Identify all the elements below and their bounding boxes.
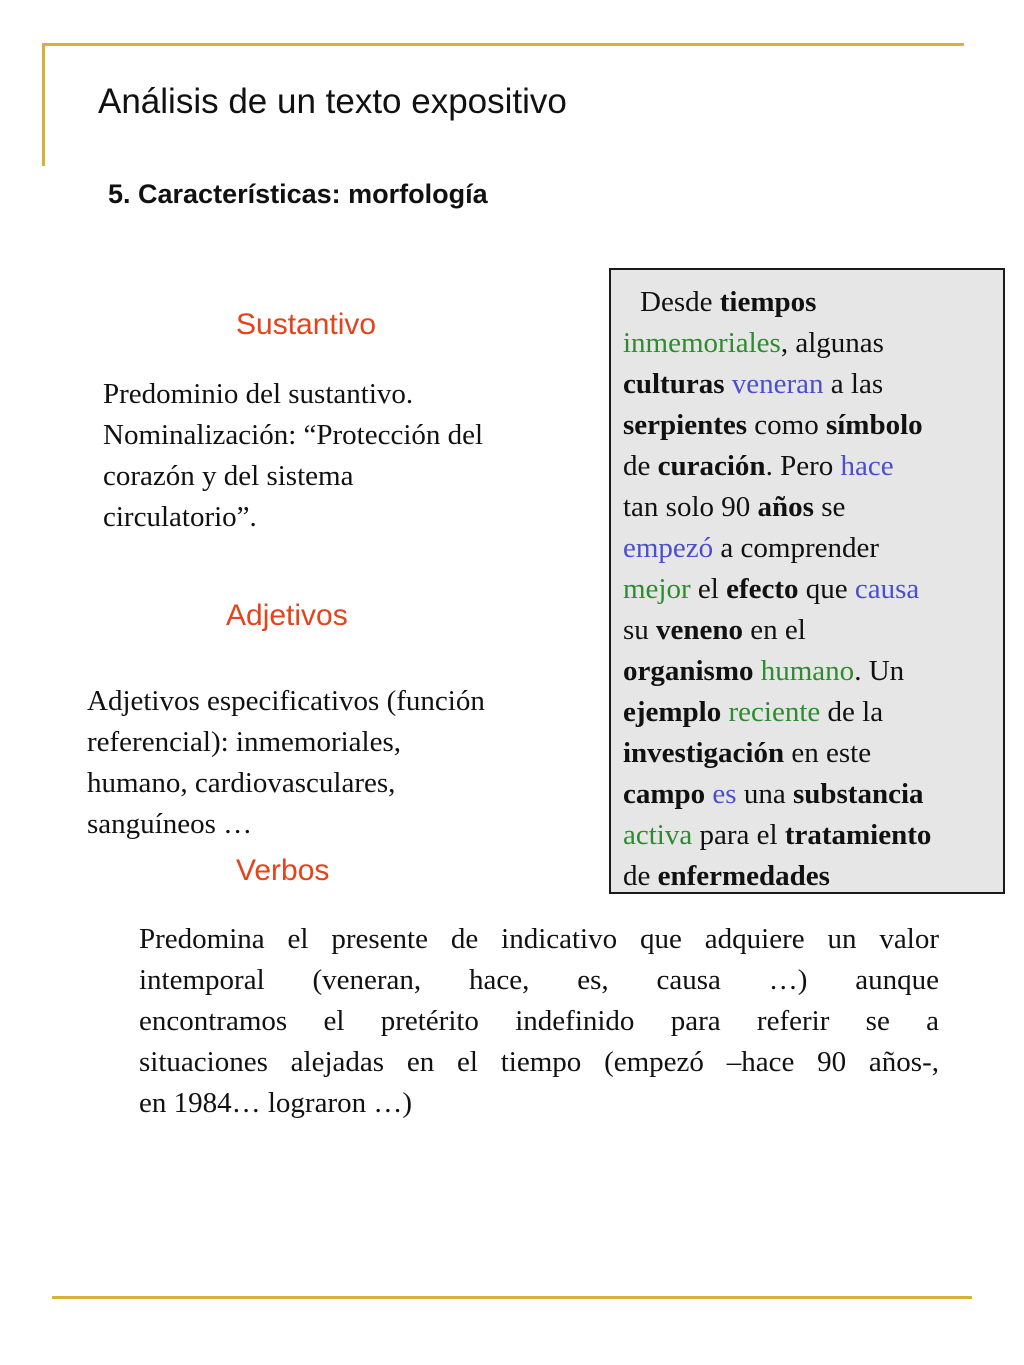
quote-word-plain: , algunas	[780, 327, 884, 359]
quote-word-plain: de la	[820, 696, 884, 728]
quote-word-bold: años	[757, 491, 814, 523]
adjetivos-text	[87, 681, 485, 845]
verbos-text	[139, 919, 939, 1124]
quote-line	[623, 815, 1003, 856]
quote-line	[623, 856, 1003, 897]
quote-word-plain: Desde	[640, 286, 720, 318]
verbos-line: intemporal (veneran, hace, es, causa …) aunque	[139, 964, 939, 996]
quote-word-plain: que	[798, 573, 855, 605]
quote-word-bold: campo	[623, 778, 706, 810]
quote-word-blue: es	[712, 778, 737, 810]
quote-word-bold: tratamiento	[784, 819, 932, 851]
sustantivo-line: circulatorio”.	[103, 501, 257, 533]
quote-word-plain: en este	[784, 737, 872, 769]
quote-word-blue: veneran	[731, 368, 824, 400]
quote-word-plain: se	[813, 491, 846, 523]
quote-word-plain: tan solo 90	[623, 491, 758, 523]
adjetivos-line: Adjetivos especificativos (función	[87, 685, 485, 717]
quote-word-plain: de	[623, 450, 658, 482]
quote-word-plain: una	[736, 778, 793, 810]
quote-word-plain: a comprender	[713, 532, 880, 564]
quote-word-bold: substancia	[792, 778, 924, 810]
quote-word-green: reciente	[728, 696, 821, 728]
quote-word-bold: enfermedades	[657, 860, 830, 892]
quote-word-green: activa	[623, 819, 693, 851]
quote-word-bold: serpientes	[623, 409, 748, 441]
sustantivo-line: corazón y del sistema	[103, 460, 354, 492]
quote-word-plain: para el	[692, 819, 785, 851]
quote-line	[623, 569, 1003, 610]
adjetivos-line: sanguíneos …	[87, 808, 253, 840]
quote-word-plain	[721, 696, 728, 728]
quote-word-bold: curación	[657, 450, 766, 482]
quote-word-bold: veneno	[656, 614, 744, 646]
quote-word-plain: su	[623, 614, 657, 646]
quote-line	[623, 323, 1003, 364]
quote-word-bold: ejemplo	[623, 696, 722, 728]
quote-line	[623, 774, 1003, 815]
quote-word-plain: . Pero	[765, 450, 841, 482]
quote-line	[623, 364, 1003, 405]
quote-word-blue: hace	[840, 450, 894, 482]
quote-word-bold: tiempos	[719, 286, 817, 318]
quote-word-plain: a las	[823, 368, 884, 400]
adjetivos-line: referencial): inmemoriales,	[87, 726, 402, 758]
quote-word-bold: símbolo	[825, 409, 923, 441]
quote-word-plain	[725, 368, 732, 400]
quote-box	[609, 268, 1005, 894]
sustantivo-line: Nominalización: “Protección del	[103, 419, 484, 451]
heading-verbos: Verbos	[236, 854, 330, 887]
bottom-accent-rule	[52, 1296, 972, 1299]
quote-word-green: mejor	[623, 573, 691, 605]
quote-word-bold: efecto	[726, 573, 799, 605]
quote-line	[623, 282, 1003, 323]
quote-line	[623, 610, 1003, 651]
verbos-line: en 1984… lograron …)	[139, 1087, 413, 1119]
quote-word-plain	[754, 655, 761, 687]
quote-line	[623, 692, 1003, 733]
heading-sustantivo: Sustantivo	[236, 308, 377, 341]
quote-word-bold: culturas	[623, 368, 725, 400]
top-accent-rule	[42, 43, 964, 46]
quote-word-blue: causa	[854, 573, 920, 605]
quote-word-green: humano	[760, 655, 855, 687]
quote-line	[623, 528, 1003, 569]
sustantivo-line: Predominio del sustantivo.	[103, 378, 414, 410]
quote-word-plain: de	[623, 860, 658, 892]
sustantivo-text	[103, 374, 483, 538]
quote-word-blue: empezó	[623, 532, 714, 564]
quote-line	[623, 733, 1003, 774]
verbos-line: Predomina el presente de indicativo que adquiere un valor	[139, 923, 939, 955]
quote-line	[623, 405, 1003, 446]
slide-title: Análisis de un texto expositivo	[98, 82, 567, 121]
quote-word-plain: el	[690, 573, 727, 605]
quote-word-plain: en el	[743, 614, 806, 646]
quote-word-green: inmemoriales	[623, 327, 781, 359]
adjetivos-line: humano, cardiovasculares,	[87, 767, 396, 799]
quote-line	[623, 446, 1003, 487]
quote-word-bold: organismo	[623, 655, 754, 687]
left-accent-rule	[42, 43, 45, 166]
quote-word-plain: . Un	[854, 655, 905, 687]
verbos-line: situaciones alejadas en el tiempo (empezó –hace 90 años-,	[139, 1046, 939, 1078]
verbos-line: encontramos el pretérito indefinido para referir se a	[139, 1005, 939, 1037]
heading-adjetivos: Adjetivos	[226, 599, 348, 632]
quote-line	[623, 487, 1003, 528]
quote-word-bold: investigación	[623, 737, 785, 769]
quote-line	[623, 651, 1003, 692]
quote-word-plain: como	[747, 409, 826, 441]
section-subtitle: 5. Características: morfología	[108, 179, 488, 209]
